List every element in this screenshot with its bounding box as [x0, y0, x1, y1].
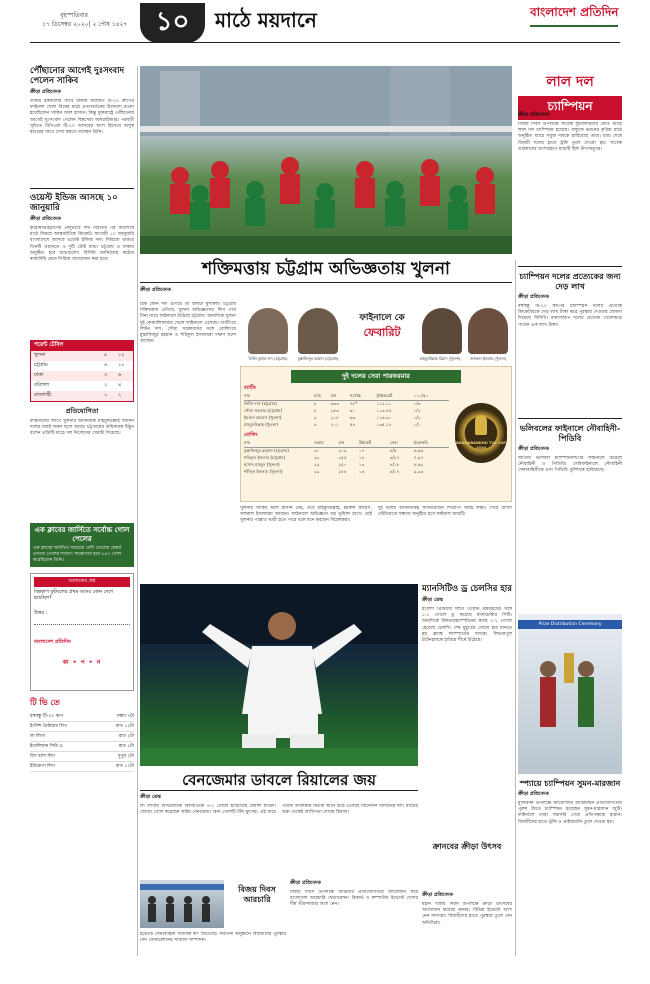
- bowling-label: বোলিং: [244, 432, 258, 438]
- cell: ০/২: [413, 415, 421, 420]
- standings-row: [31, 351, 133, 361]
- cell: ৩/২৭: [389, 455, 400, 460]
- stats-box: [240, 366, 512, 502]
- reward-title: চ্যাম্পিয়ন দলের প্রত্যেকের জন্য দেড় লাখ: [519, 271, 621, 291]
- mancity-byline: ক্রীড়া ডেস্ক: [422, 598, 443, 603]
- tv-time: রাত ১টা: [118, 744, 134, 749]
- team-name: রাজশাহী: [34, 392, 52, 398]
- team-name: খুলনা: [34, 352, 46, 358]
- badminton-body: মুজিববর্ষ উপলক্ষে আয়োজিত ব্যাডমিন্টন প্রতিযোগিতায় পুরুষ দ্বৈতে চ্যাম্পিয়ন হয়েছেন সুমন-মারজান জুটি। ফাইনালে তারা সরাসরি গেমে প্রতিপক্ষকে হারান। বিজয়ীদের হাতে ট্রফি ও প্রাইজমানি তুলে দেওয়া হয়।: [518, 801, 622, 825]
- col-header: ওভার: [314, 440, 324, 445]
- cell: সৌম্য সরকার (চট্টগ্রাম): [244, 408, 283, 413]
- bowling-row: [244, 455, 449, 462]
- col-header: নাম: [244, 440, 251, 445]
- divider: [518, 418, 622, 419]
- favorite-label: ফেবারিট: [363, 326, 401, 339]
- logo-text: বাংলাদেশ প্রতিদিন: [530, 5, 619, 19]
- mancity-body: ইংলিশ প্রিমিয়ার লিগে ওয়েস্ট ব্রমউইচের সঙ্গে ১-১ গোলে ড্র করেছে ম্যানচেস্টার সিটি। অন্যদিকে উলভারহ্যাম্পটনের কাছে ২-১ গোলে হেরেছে চেলসি। শেষ মুহূর্তের গোলে হার মানতে হয় ফ্র্যাঙ্ক ল্যাম্পার্ডের দলকে। লিভারপুল টটেনহামকে হারিয়ে শীর্ষে উঠেছে।: [422, 607, 512, 644]
- team-played: ২: [104, 382, 108, 388]
- team-played: ১: [104, 392, 108, 398]
- badminton-graphic: [518, 629, 622, 774]
- volleyball-body: জাতীয় ভলিবল চ্যাম্পিয়নশিপের ফাইনালে উঠেছে নৌবাহিনী ও পিডিবি। সেমিফাইনালে নৌবাহিনী সেনাবাহিনীকে এবং পিডিবি পুলিশকে হারিয়েছে।: [518, 456, 622, 474]
- cell: ১৭: [358, 448, 365, 453]
- standings-row: [31, 391, 133, 401]
- cell: ৯: [314, 422, 317, 427]
- fest-body: মহান বিজয় দিবস উপলক্ষে ক্রীড়া উৎসবের আয়োজন করেছে ক্রানব। বিভিন্ন ইভেন্টে অংশ নেন সদস্যরা। বিজয়ীদের হাতে পুরস্কার তুলে দেন অতিথিরা।: [422, 902, 512, 926]
- logo-underline: [530, 25, 618, 27]
- cell: ২০৯: [338, 448, 347, 453]
- cell: ৩/১৭: [389, 469, 400, 474]
- cell: ১৩: [358, 462, 365, 467]
- badminton-story: [518, 778, 622, 958]
- batting-row: [244, 408, 449, 415]
- quiz-label: আজকের প্রশ্ন: [34, 577, 130, 587]
- cell: ০/৩: [413, 401, 421, 406]
- champion-body: বিজয় দিবস উপলক্ষে সাবেক ফুটবলারদের প্রীতি ম্যাচে লাল দল চ্যাম্পিয়ন হয়েছে। বাফুফে ভবনের কৃত্রিম মাঠে অনুষ্ঠিত ম্যাচে সবুজ দলকে হারিয়েছে তারা। ম্যাচ শেষে বিজয়ী দলের হাতে ট্রফি তুলে দেওয়া হয়। সাবেক তারকাদের অংশগ্রহণে ম্যাচটি ছিল উৎসবমুখর।: [518, 122, 622, 152]
- tv-program: ইউরোপা লিগ: [30, 764, 55, 769]
- batting-row: [244, 415, 449, 422]
- archery-byline: ক্রীড়া প্রতিবেদক: [290, 881, 321, 886]
- tv-time: রাত ১১টা: [115, 764, 134, 769]
- stats-title: দুই দলের সেরা পারফরমার: [291, 370, 461, 383]
- col-header: ১০০/৫০: [413, 393, 429, 398]
- story-sakib-body: তামিম ইকবালের সাথে ঢাকায় অবস্থিত টি-২০ কাপের ফাইনাল খেলা বিশ্বের মাঠে প্রত্যাবর্তনের উদ্দেশ্যে রওনা হয়েছিলেন সাকিব আল হাসান। কিন্তু যুক্তরাষ্ট্রে পৌঁছানোর আগেই দুঃসংবাদ পেলেন বিশ্বসেরা অলরাউন্ডার। পরবর্তী সূচিতে বিপিএল টি-২০ আসরের অংশ হিসেবে অসুস্থ শ্বশুরের সাথে দেখা করতে যাচ্ছেন তিনি।: [30, 99, 134, 136]
- team-name: বরিশাল: [34, 382, 50, 388]
- team-points: ১০: [118, 362, 125, 368]
- tv-program: ইংলিশ প্রিমিয়ার লিগ: [30, 724, 67, 729]
- standings-row: [31, 381, 133, 391]
- tv-time: রাত ১২টা: [115, 724, 134, 729]
- cell: ২০১: [330, 422, 339, 427]
- quiz-answer-label: উত্তর :: [34, 610, 48, 616]
- quiz-question: বিশ্বকাপ ফুটবলের প্রথম আসর কোন দেশে হয়েছিল?: [34, 590, 113, 601]
- player-portrait: [248, 308, 288, 354]
- team-name: চট্টগ্রাম: [34, 362, 48, 368]
- tv-row: [30, 712, 134, 722]
- cell: ৮.৬২: [413, 462, 424, 467]
- right-column: [518, 112, 622, 566]
- feature-final: [140, 258, 512, 560]
- benzema-body: লা লিগায় আথলেটিক বিলবাওকে ৩-১ গোলে হারিয়েছে রিয়াল মাদ্রিদ। জোড়া গোল করেছেন করিম বেনজেমা। অন্য গোলটি টনি ক্রুসের। এই জয়ে পয়েন্ট তালিকার দ্বিতীয় স্থানে উঠে এসেছে জিনেদিন জিদানের দল। ম্যাচের শুরু থেকেই আধিপত্য দেখায় রিয়াল।: [140, 804, 418, 816]
- col-header: রান: [338, 440, 345, 445]
- cell: ৮: [314, 401, 317, 406]
- page-number-text: ১০: [155, 7, 190, 37]
- col-header: উইকেট: [358, 440, 372, 445]
- page-number: [140, 3, 205, 43]
- team-points: ৬: [118, 372, 122, 378]
- col-header: রান: [330, 393, 337, 398]
- tv-program: লা লিগা: [30, 734, 45, 739]
- story-wi-byline: ক্রীড়া প্রতিবেদক: [30, 217, 61, 222]
- divider: [518, 266, 622, 267]
- archery-body: বিজয় দিবস উপলক্ষে আরচারি প্রতিযোগিতার আয়োজন করে বাংলাদেশ আরচারি ফেডারেশন। রিকার্ভ ও কম্পাউন্ড ইভেন্টে দেশের শীর্ষ তীরন্দাজরা অংশ নেন।: [290, 890, 418, 908]
- player-portrait: [422, 308, 462, 354]
- reward-byline: ক্রীড়া প্রতিবেদক: [518, 295, 549, 300]
- batting-header: [244, 393, 449, 401]
- archery-headline: বিজয় দিবস আরচারি: [238, 884, 276, 904]
- team-played: ৫: [104, 352, 108, 358]
- cell: ৭.৯৭: [413, 455, 424, 460]
- trophy-text: BANGABANDHU T20 CUP 2020: [456, 441, 506, 450]
- standings-title: পয়েন্ট টেবিল: [31, 341, 133, 351]
- story-competition-body: ফাইনালের আগে খুলনার অধিনায়ক মাহমুদউল্লাহ জানান দলের সবাই দারুণ ছন্দে আছে। চট্টগ্রামের অধিনায়ক মিঠুন বলেন প্রতিটি ম্যাচে দল নিজেদের সেরাটা দিয়েছে।: [30, 419, 134, 437]
- fest-headline: ক্রানবের ক্রীড়া উৎসব: [432, 841, 502, 851]
- story-sakib-byline: ক্রীড়া প্রতিবেদক: [30, 90, 61, 95]
- masthead: [0, 0, 650, 62]
- team-name: ঢাকা: [34, 372, 44, 378]
- story-wi-body: করোনাভাইরাসের প্রাদুর্ভাবে দীর্ঘ বিরতির পর অবশেষে মাঠে ফিরছে আন্তর্জাতিক ক্রিকেট। আগামী ১০ জানুয়ারি বাংলাদেশে আসবে ওয়েস্ট ইন্ডিজ দল। সিরিজে থাকবে তিনটি ওয়ানডে ও দুটি টেস্ট ম্যাচ। চট্টগ্রাম ও ঢাকায় অনুষ্ঠিত হবে ম্যাচগুলো। বিসিবি জানিয়েছে কঠোর স্বাস্থ্যবিধি মেনে সিরিজ আয়োজন করা হবে।: [30, 226, 134, 263]
- feature-byline: ক্রীড়া প্রতিবেদক: [140, 288, 171, 293]
- team-points: ১২: [118, 352, 125, 358]
- tv-row: [30, 732, 134, 742]
- issue-day: বৃহস্পতিবার: [60, 12, 88, 19]
- cell: ৭৮*: [349, 401, 358, 406]
- col-header: সেরা: [389, 440, 398, 445]
- tv-program: ইতালিয়ান সিরি এ: [30, 744, 63, 749]
- cell: ১৩৫.১৮: [376, 422, 392, 427]
- cell: লিটন দাস (চট্টগ্রাম): [244, 401, 277, 406]
- cell: ০/২: [413, 408, 421, 413]
- feature-body-left: ঠিক কোন দল এগিয়ে তা বলাটা মুশকিল। চট্টগ্রাম শক্তিমত্তায় এগিয়ে, খুলনা অভিজ্ঞতায়। লিগ পর্বে টানা জয়ে ফাইনালে উঠেছে চট্টগ্রাম। অন্যদিকে খুলনা দুই কোয়ালিফায়ার খেলে ফাইনালে এসেছে। ব্যাটিংয়ে লিটন দাস, সৌম্য সরকারদের সঙ্গে বোলিংয়ে মুস্তাফিজুর রহমান ও শরিফুল ইসলামরা দারুণ ছন্দে আছেন।: [140, 302, 236, 345]
- feature-headline: শক্তিমত্তায় চট্টগ্রাম অভিজ্ঞতায় খুলনা: [202, 259, 450, 279]
- divider: [30, 188, 134, 189]
- player-caption: জহুরুল ইসলাম (খুলনা): [469, 356, 507, 361]
- cell: শহীদুল ইসলাম (খুলনা): [244, 469, 283, 474]
- benzema-graphic: [140, 584, 418, 766]
- cell: ৬.৯৬: [413, 448, 424, 453]
- reward-body: বঙ্গবন্ধু টি-২০ কাপের চ্যাম্পিয়ন দলের প্রত্যেক ক্রিকেটারকে দেড় লাখ টাকা করে পুরস্কার দেওয়ার ঘোষণা দিয়েছে বিসিবি। রানার্সআপ দলের প্রত্যেক খেলোয়াড় পাবেন এক লাখ টাকা।: [518, 304, 622, 328]
- cell: ২৮৮: [338, 469, 347, 474]
- champion-byline: ক্রীড়া প্রতিবেদক: [518, 113, 549, 118]
- story-competition-title: প্রতিযোগিতা: [65, 407, 99, 415]
- col-header: স্ট্রাইকরেট: [376, 393, 393, 398]
- bowling-header: [244, 440, 449, 448]
- final-question: ফাইনালে কে: [359, 313, 405, 323]
- bowling-row: [244, 462, 449, 469]
- cell: ৫৪: [349, 422, 356, 427]
- banner-line-1: লাল দল: [546, 74, 594, 90]
- col-header: সর্বোচ্চ: [349, 393, 362, 398]
- feature-body-right: দুই দলের অধিনায়কই জানিয়েছেন শিরোপা জয়ই লক্ষ্য। শেরে বাংলা স্টেডিয়ামে সন্ধ্যায় অনুষ্ঠিত হবে ফাইনাল ম্যাচটি।: [378, 506, 512, 518]
- cell: ৬৩: [349, 415, 356, 420]
- col-header: ম্যাচ: [314, 393, 322, 398]
- cell: ৩২: [314, 455, 320, 460]
- pele-box-title: এক ক্লাবের জার্সিতে সর্বোচ্চ গোল পেলের: [34, 526, 130, 543]
- benzema-headline: বেনজেমার ডাবলে রিয়ালের জয়: [140, 770, 418, 791]
- fest-story: [422, 892, 512, 956]
- cell: ২৫৫: [338, 455, 347, 460]
- tv-time: দুপুর ২টা: [117, 754, 134, 759]
- archery-photo: [140, 880, 224, 928]
- cell: ২৯: [314, 462, 320, 467]
- quiz-brand: বাংলাদেশ প্রতিদিন: [34, 639, 71, 645]
- archery-graphic: [140, 880, 224, 928]
- divider: [140, 282, 512, 283]
- tv-program: বঙ্গবন্ধু টি-২০ কাপ: [30, 714, 64, 719]
- masthead-rule: [30, 42, 620, 43]
- team-photo: [140, 66, 512, 254]
- cell: ৯.৯৩: [413, 469, 424, 474]
- cell: ১১৩.৪৫: [376, 408, 392, 413]
- cell: ৬০: [349, 408, 356, 413]
- batting-row: [244, 422, 449, 429]
- tv-row: [30, 752, 134, 762]
- cell: ইমরুল কায়েস (খুলনা): [244, 415, 282, 420]
- trophy-logo: [455, 403, 507, 463]
- cell: শরিফুল ইসলাম (চট্টগ্রাম): [244, 455, 286, 460]
- tv-time: সন্ধ্যা ৭টা: [116, 714, 134, 719]
- tv-row: [30, 722, 134, 732]
- standings-table: [30, 340, 134, 402]
- bowling-row: [244, 469, 449, 476]
- tv-program: বিগ ব্যাশ লিগ: [30, 754, 55, 759]
- quiz-answer-line: [34, 624, 130, 625]
- cell: হাসান মাহমুদ (খুলনা): [244, 462, 280, 467]
- cell: ২৯: [314, 469, 320, 474]
- cell: মুস্তাফিজুর রহমান (চট্টগ্রাম): [244, 448, 289, 453]
- mancity-headline: ম্যানসিটিও ড্র চেলসির হার: [422, 584, 512, 594]
- section-title: মাঠে ময়দানে: [215, 8, 317, 32]
- pele-box-body: এক ক্লাবের জার্সিতে সবচেয়ে বেশি গোলের রেকর্ড এখনো পেলের দখলে। সান্তোসের হয়ে ৬৪৩ গোল করেছিলেন তিনি।: [33, 546, 122, 563]
- left-column: [30, 66, 134, 956]
- team-photo-graphic: [140, 66, 512, 254]
- benzema-photo: [140, 584, 418, 766]
- standings-row: [31, 361, 133, 371]
- tv-row: [30, 742, 134, 752]
- batting-row: [244, 401, 449, 409]
- cell: ১৩: [358, 469, 365, 474]
- cell: ২৫০: [338, 462, 347, 467]
- col-header: ইকোনমি: [413, 440, 428, 445]
- cell: ৮: [314, 408, 317, 413]
- player-portrait: [468, 308, 508, 354]
- cell: ৩৩৩: [330, 401, 339, 406]
- quiz-box: [30, 573, 134, 691]
- issue-date: ১৭ ডিসেম্বর ২০২০| ২ পৌষ ১৪২৭: [42, 21, 128, 28]
- feature-body-mid: খুলনার সাকিব আল হাসান নেই, তবে মাহমুদউল্লাহ, ইমরুল কায়েস, জহুরুল ইসলামরা আছেন। ফাইনালে অভিজ্ঞতা বড় ভূমিকা রাখে। তাই খুলনার পাল্লাও ভারী হতে পারে বলে মনে করছেন বিশ্লেষকরা।: [240, 506, 372, 524]
- volleyball-title: ভলিবলের ফাইনালে নৌবাহিনী-পিডিবি: [519, 423, 621, 443]
- story-sakib-title: পৌঁছানোর আগেই দুঃসংবাদ পেলেন সাকিব: [30, 66, 125, 86]
- tv-guide-title: টি ভি তে: [30, 698, 60, 707]
- cell: ১১৬.৩০: [376, 415, 392, 420]
- team-played: ৪: [104, 362, 108, 368]
- cell: ৪/৫: [389, 448, 397, 453]
- badminton-banner: Prize Distribution Ceremony: [518, 620, 622, 629]
- cell: ৯: [314, 415, 317, 420]
- tv-time: রাত ২টা: [118, 734, 134, 739]
- tv-guide: [30, 697, 134, 772]
- bowling-table: [244, 440, 449, 476]
- benzema-byline: ক্রীড়া ডেস্ক: [140, 795, 161, 800]
- batting-table: [244, 393, 449, 429]
- story-wi-title: ওয়েস্ট ইন্ডিজ আসছে ১০ জানুয়ারি: [30, 193, 118, 213]
- archery-story: [290, 880, 418, 956]
- logo: [530, 4, 618, 27]
- cell: ১৪: [358, 455, 365, 460]
- col-header: নাম: [244, 393, 251, 398]
- team-played: ৩: [104, 372, 108, 378]
- batting-label: ব্যাটিং: [244, 385, 256, 391]
- mancity-story: [422, 584, 512, 884]
- tv-row: [30, 762, 134, 772]
- cell: ২১৪: [330, 415, 339, 420]
- banner-line-2: চ্যাম্পিয়ন: [518, 96, 622, 120]
- column-divider: [515, 260, 516, 956]
- badminton-byline: ক্রীড়া প্রতিবেদক: [518, 792, 549, 797]
- team-points: ২: [118, 392, 122, 398]
- cell: ১১২.১১: [376, 401, 392, 406]
- volleyball-byline: ক্রীড়া প্রতিবেদক: [518, 447, 549, 452]
- badminton-photo: [518, 614, 622, 774]
- player-caption: মুস্তাফিজুর রহমান (চট্টগ্রাম): [297, 356, 339, 361]
- benzema-story: [140, 794, 418, 874]
- player-portrait: [298, 308, 338, 354]
- archery-body-2: ইভেন্টে সেনাবাহিনী সর্বাধিক স্বর্ণ জিতেছে। সমাপনী অনুষ্ঠানে বিজয়ীদের পুরস্কার দেন ফেডারেশনের সাধারণ সম্পাদক।: [140, 932, 286, 944]
- column-divider: [137, 66, 138, 956]
- fest-byline: ক্রীড়া প্রতিবেদক: [422, 893, 453, 898]
- bowling-row: [244, 448, 449, 456]
- player-caption: মাহমুদউল্লাহ রিয়াদ (খুলনা): [419, 356, 461, 361]
- cell: মাহমুদউল্লাহ (খুলনা): [244, 422, 279, 427]
- trophy-icon: [475, 415, 487, 435]
- pele-box: [30, 523, 134, 567]
- cell: ০/১: [413, 422, 421, 427]
- cell: ৩০: [314, 448, 320, 453]
- standings-row: [31, 371, 133, 381]
- badminton-headline: স্প্যায়ে চ্যাম্পিয়ন সুমন-মারজান: [519, 778, 621, 788]
- cell: ৪/১৮: [389, 462, 400, 467]
- player-caption: লিটন কুমার দাস (চট্টগ্রাম): [248, 356, 288, 361]
- cell: ২৫৩: [330, 408, 339, 413]
- quiz-coupon: কা • প • ন: [62, 659, 102, 666]
- team-points: ৪: [118, 382, 122, 388]
